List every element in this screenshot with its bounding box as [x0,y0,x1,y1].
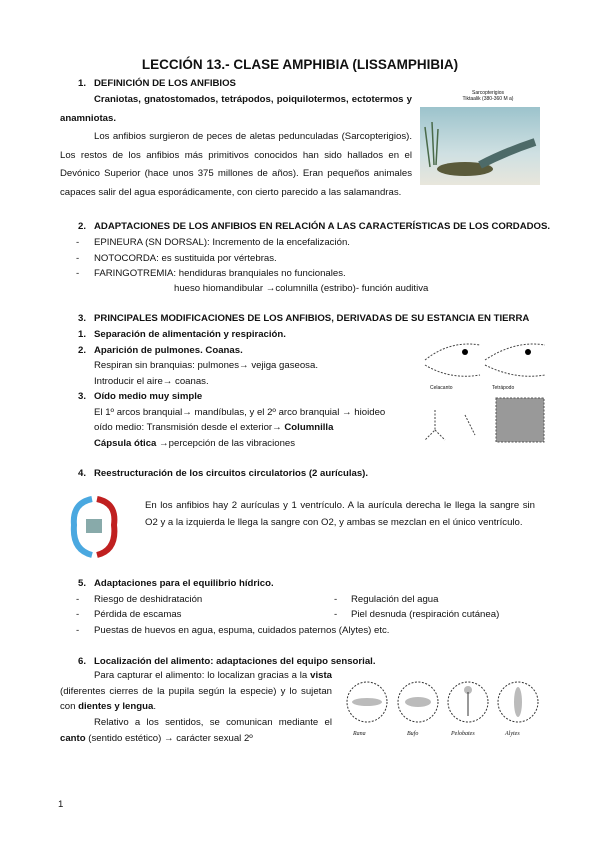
list-subitem: hueso hiomandibular →columnilla (estribo)- función auditiva [174,283,429,294]
pupil-label: Alytes [505,731,520,737]
dash: - [76,609,80,620]
section-3-point-2: Aparición de pulmones. Coanas. [94,345,243,356]
dash: - [76,625,80,636]
section-6-heading: Localización del alimento: adaptaciones del equipo sensorial. [94,656,376,667]
item-number: 1. [78,329,87,340]
skull-diagram [420,340,545,445]
section-1-definition: Craniotas, gnatostomados, tetrápodos, poiquilotermos, ectotermos y anamniotas. [60,94,412,124]
section-4-heading: Reestructuración de los circuitos circulatorios (2 aurículas). [94,468,369,479]
section-1-heading: DEFINICIÓN DE LOS ANFIBIOS [94,78,236,89]
item-number: 3. [78,391,87,402]
section-5-heading: Adaptaciones para el equilibrio hídrico. [94,578,274,589]
pupil-diagram [345,678,545,758]
text-line: El 1º arcos branquial→ mandíbulas, y el 2º arco branquial → hioideo [94,407,386,418]
dash: - [76,594,80,605]
list-item: Regulación del agua [351,594,439,605]
figure-label: Tetrápodo [492,385,515,391]
circulation-diagram [62,495,137,560]
page-title: LECCIÓN 13.- CLASE AMPHIBIA (LISSAMPHIBIA) [141,57,459,72]
figure-caption: Sarcopterigios Tiktaalik (380-360 M a) [462,90,514,102]
item-number: 2. [78,345,87,356]
pupil-label: Rana [353,731,366,737]
list-item: Riesgo de deshidratación [94,594,203,605]
pupil-label: Pelobates [451,731,475,737]
text-line: Cápsula ótica →percepción de las vibraciones [94,438,296,449]
section-3-number: 3. [78,313,87,324]
list-item: FARINGOTREMIA: hendiduras branquiales no funcionales. [94,268,346,279]
dash: - [76,237,80,248]
list-item: Pérdida de escamas [94,609,182,620]
section-3-point-1: Separación de alimentación y respiración. [94,329,286,340]
list-item: NOTOCORDA: es sustituida por vértebras. [94,253,277,264]
section-6-paragraph-1: Para capturar el alimento: lo localizan gracias a la vista (diferentes cierres de la pupila según la especie) y lo sujetan con dientes y lengua. [60,670,332,712]
section-1-number: 1. [78,78,87,89]
section-5-number: 5. [78,578,87,589]
section-3-point-3: Oído medio muy simple [94,391,203,402]
section-6-number: 6. [78,656,87,667]
page-number: 1 [58,799,64,810]
section-2-heading: ADAPTACIONES DE LOS ANFIBIOS EN RELACIÓN A LAS CARACTERÍSTICAS DE LOS CORDADOS. [94,221,551,232]
tiktaalik-image [420,107,540,185]
list-item: EPINEURA (SN DORSAL): Incremento de la encefalización. [94,237,350,248]
section-4-paragraph: En los anfibios hay 2 aurículas y 1 ventrículo. A la aurícula derecha le llega la sangre sin O2 y a la izquierda le llega la sangre con O2, y ambas se mezclan en el único ventrículo. [145,500,535,528]
text-line: Introducir el aire→ coanas. [94,376,209,387]
figure-label: Celacanto [430,385,453,391]
dash: - [334,609,338,620]
list-item: Puestas de huevos en agua, espuma, cuidados paternos (Alytes) etc. [94,625,390,636]
text-line: oído medio: Transmisión desde el exterior→ Columnilla [94,422,334,433]
dash: - [334,594,338,605]
section-6-paragraph-2: Relativo a los sentidos, se comunican mediante el canto (sentido estético) → carácter sexual 2º [60,717,332,744]
section-4-number: 4. [78,468,87,479]
list-item: Piel desnuda (respiración cutánea) [351,609,500,620]
pupil-label: Bufo [407,731,419,737]
section-1-paragraph: Los anfibios surgieron de peces de aletas pedunculadas (Sarcopterigios). Los restos de los anfibios más primitivos conocidos han sido hallados en el Devónico Superior (hace unos 375 millones de años). Eran pequeños animales capaces salir del agua esporádicamente, con cierto parecido a las salamandras. [60,131,412,198]
dash: - [76,253,80,264]
dash: - [76,268,80,279]
section-2-number: 2. [78,221,87,232]
text-line: Respiran sin branquias: pulmones→ vejiga gaseosa. [94,360,318,371]
section-3-heading: PRINCIPALES MODIFICACIONES DE LOS ANFIBIOS, DERIVADAS DE SU ESTANCIA EN TIERRA [94,313,530,324]
